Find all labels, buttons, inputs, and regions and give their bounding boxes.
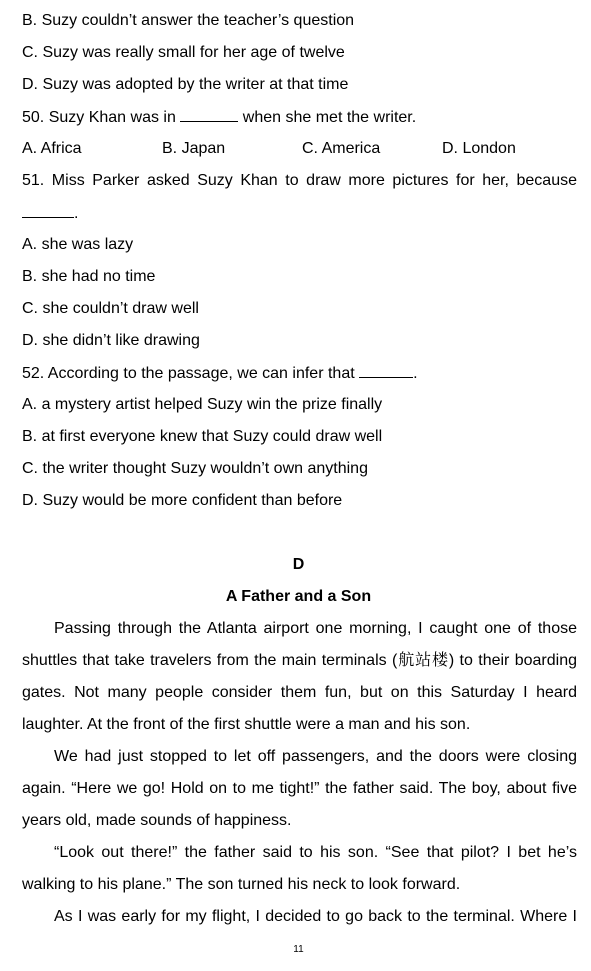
q52-stem (22, 363, 418, 384)
passage-line: “Look out there!” the father said to his son. “See that pilot? I bet he’s (54, 844, 577, 861)
passage-line: again. “Here we go! Hold on to me tight!” the father said. The boy, about five (22, 780, 577, 797)
q49-option-d: D. Suzy was adopted by the writer at that time (22, 76, 349, 93)
q52-option-b: B. at first everyone knew that Suzy could draw well (22, 428, 383, 445)
answer-blank (180, 107, 238, 122)
passage-line: laughter. At the front of the first shuttle were a man and his son. (22, 716, 471, 733)
q50-option-b: B. Japan (162, 140, 226, 157)
q51-option-c: C. she couldn’t draw well (22, 300, 199, 317)
q49-option-b: B. Suzy couldn’t answer the teacher’s question (22, 12, 355, 29)
section-letter: D (292, 556, 305, 573)
q52-stem-text: 52. According to the passage, we can infer that (22, 365, 355, 382)
q52-stem-end: . (413, 365, 418, 382)
answer-blank (22, 203, 74, 218)
passage-line: gates. Not many people consider them fun, but on this Saturday I heard (22, 684, 577, 701)
q51-option-d: D. she didn’t like drawing (22, 332, 200, 349)
q51-stem-end: . (74, 205, 79, 222)
q51-stem-continuation (22, 203, 78, 224)
passage-line: shuttles that take travelers from the main terminals (航站楼) to their boarding (22, 652, 577, 669)
q50-stem (22, 107, 416, 128)
q49-option-c: C. Suzy was really small for her age of twelve (22, 44, 345, 61)
q50-option-c: C. America (302, 140, 381, 157)
q51-stem: 51. Miss Parker asked Suzy Khan to draw more pictures for her, because (22, 172, 577, 189)
passage-line: years old, made sounds of happiness. (22, 812, 292, 829)
passage-line: Passing through the Atlanta airport one morning, I caught one of those (54, 620, 577, 637)
q50-option-d: D. London (442, 140, 516, 157)
q51-option-b: B. she had no time (22, 268, 156, 285)
q52-option-c: C. the writer thought Suzy wouldn’t own anything (22, 460, 368, 477)
q51-option-a: A. she was lazy (22, 236, 134, 253)
passage-line: We had just stopped to let off passengers, and the doors were closing (54, 748, 577, 765)
passage-line: As I was early for my flight, I decided to go back to the terminal. Where I (54, 908, 577, 925)
q52-option-a: A. a mystery artist helped Suzy win the prize finally (22, 396, 383, 413)
q52-option-d: D. Suzy would be more confident than before (22, 492, 343, 509)
passage-title: A Father and a Son (225, 588, 372, 605)
page-number: 11 (293, 944, 304, 955)
passage-line: walking to his plane.” The son turned his neck to look forward. (22, 876, 461, 893)
answer-blank (359, 363, 413, 378)
q50-stem-end: when she met the writer. (242, 109, 417, 126)
q50-option-a: A. Africa (22, 140, 82, 157)
q50-stem-start: 50. Suzy Khan was in (22, 109, 176, 126)
